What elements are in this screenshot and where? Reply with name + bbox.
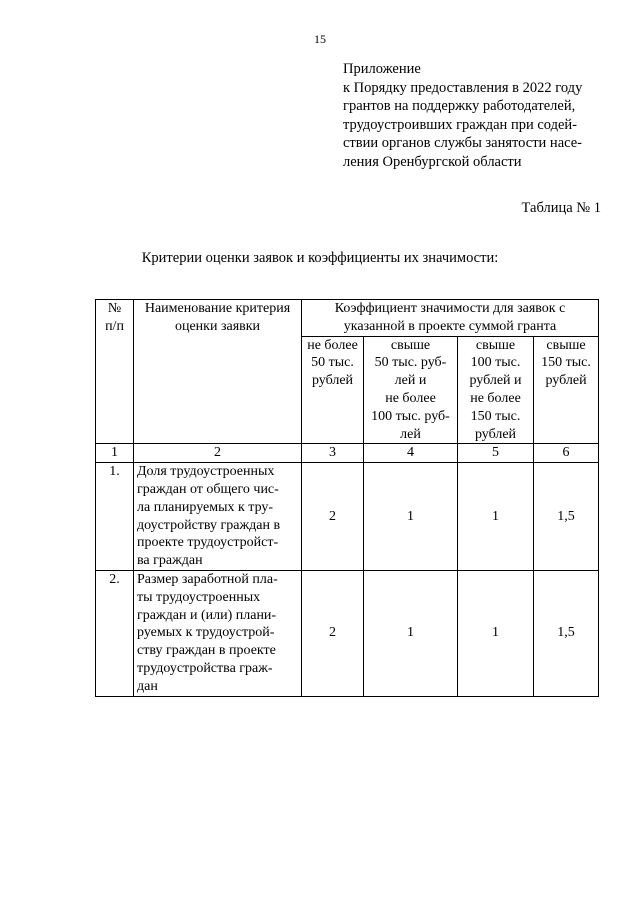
header-sub: свыше 100 тыс. рублей и не более 150 тыс. рублей	[458, 336, 534, 444]
column-number: 4	[364, 444, 458, 463]
column-number: 3	[302, 444, 364, 463]
row-criterion: Доля трудоустроенных граждан от общего чис- ла планируемых к тру- доустройству граждан в проекте трудоустройст- ва граждан	[134, 463, 302, 571]
row-criterion: Размер заработной пла- ты трудоустроенных граждан и (или) плани- руемых к трудоустрой- ству граждан в проекте трудоустройства граж- дан	[134, 570, 302, 696]
header-coef-group: Коэффициент значимости для заявок с указанной в проекте суммой гранта	[302, 300, 599, 337]
row-num: 2.	[96, 570, 134, 696]
appendix-line: трудоустроивших граждан при содей-	[343, 116, 578, 133]
header-sub: свыше 50 тыс. руб- лей и не более 100 тыс. руб- лей	[364, 336, 458, 444]
table-caption: Критерии оценки заявок и коэффициенты их значимости:	[141, 250, 499, 266]
appendix-line: ствии органов службы занятости насе-	[343, 135, 583, 152]
row-value: 1,5	[534, 570, 599, 696]
row-value: 1	[364, 463, 458, 571]
column-number: 2	[134, 444, 302, 463]
column-number: 5	[458, 444, 534, 463]
header-sub: свыше 150 тыс. рублей	[534, 336, 599, 444]
header-num: № п/п	[96, 300, 134, 444]
table-row	[96, 463, 599, 571]
criteria-table	[95, 299, 599, 697]
column-numbers-row	[96, 444, 599, 463]
header-name: Наименование критерия оценки заявки	[134, 300, 302, 444]
table-row	[96, 570, 599, 696]
appendix-header	[343, 60, 633, 172]
row-value: 2	[302, 570, 364, 696]
header-sub: не более 50 тыс. рублей	[302, 336, 364, 444]
column-number: 6	[534, 444, 599, 463]
row-num: 1.	[96, 463, 134, 571]
table-header-row	[96, 300, 599, 337]
row-value: 1	[458, 463, 534, 571]
row-value: 1	[458, 570, 534, 696]
appendix-line: грантов на поддержку работодателей,	[343, 98, 576, 115]
page-number: 15	[314, 32, 326, 46]
column-number: 1	[96, 444, 134, 463]
appendix-line: ления Оренбургской области	[343, 153, 522, 170]
row-value: 1,5	[534, 463, 599, 571]
row-value: 1	[364, 570, 458, 696]
row-value: 2	[302, 463, 364, 571]
table-label: Таблица № 1	[521, 200, 601, 216]
appendix-line: Приложение	[343, 61, 421, 77]
appendix-line: к Порядку предоставления в 2022 году	[343, 79, 583, 96]
